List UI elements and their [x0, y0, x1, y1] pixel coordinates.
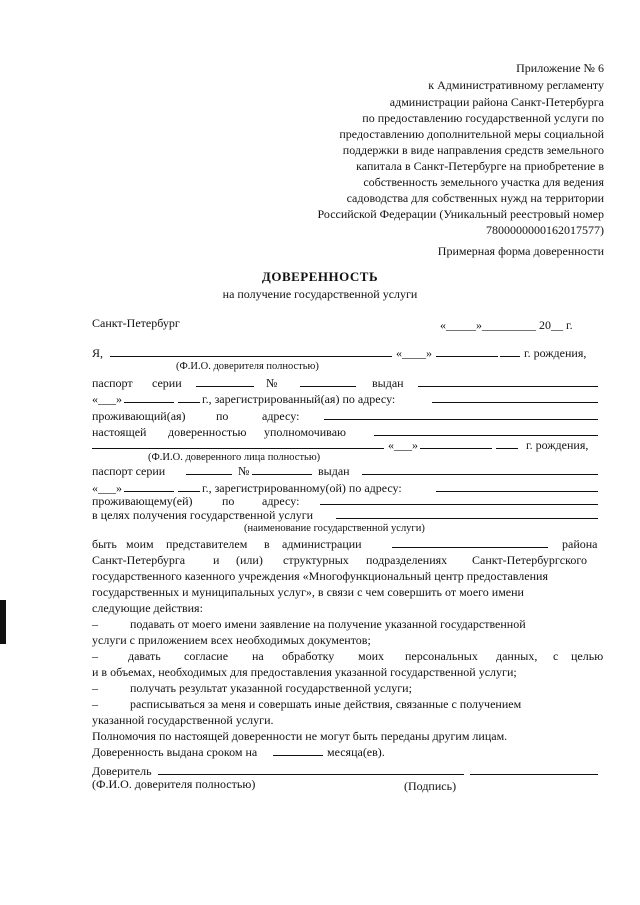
appendix-line: 7800000000162017577) [486, 223, 604, 237]
list-item: и в объемах, необходимых для предоставления указанной государственной услуги; [92, 665, 517, 679]
appendix-line: администрации района Санкт-Петербурга [389, 95, 604, 109]
passport-label: паспорт серии [92, 464, 166, 478]
passport-number-field[interactable] [300, 386, 356, 387]
principal-caption: (Ф.И.О. доверителя полностью) [92, 777, 256, 791]
appendix-line: Приложение № 6 [516, 61, 604, 75]
purpose-label: в целях получения государственной услуги [92, 508, 314, 522]
number-label: № [266, 376, 278, 390]
passport-issued-field[interactable] [418, 386, 598, 387]
para-word: структурных [283, 553, 349, 567]
principal-birth-month-field[interactable] [436, 356, 498, 357]
living-label: проживающему(ей) [92, 494, 193, 508]
rep-word: в [264, 537, 270, 551]
authorize-field[interactable] [374, 435, 598, 436]
trustee-birth-date: «___» [388, 438, 418, 452]
paragraph-line: следующие действия: [92, 601, 203, 615]
issue-month-field[interactable] [124, 402, 174, 403]
service-name-caption: (наименование государственной услуги) [244, 523, 425, 534]
list-word: моих [358, 649, 385, 663]
principal-name-caption: (Ф.И.О. доверителя полностью) [176, 361, 319, 372]
list-item: расписываться за меня и совершать иные действия, связанные с получением [130, 697, 522, 711]
rep-word: моим [126, 537, 154, 551]
trustee-passport-number-field[interactable] [252, 474, 312, 475]
number-label: № [238, 464, 250, 478]
list-dash: – [92, 697, 98, 711]
living-po-label: по [216, 409, 229, 423]
issue-year-field[interactable] [178, 402, 200, 403]
trustee-registration-field[interactable] [436, 491, 598, 492]
issued-label: выдан [318, 464, 350, 478]
birth-label: г. рождения, [526, 438, 589, 452]
principal-registration-field[interactable] [432, 402, 598, 403]
trustee-passport-issued-field[interactable] [362, 474, 598, 475]
signature-caption: (Подпись) [404, 779, 457, 793]
appendix-line: к Административному регламенту [428, 78, 604, 92]
living-po-label: по [222, 494, 235, 508]
authorize-word: настоящей [92, 425, 147, 439]
para-word: подразделениях [366, 553, 448, 567]
rep-word: представителем [166, 537, 248, 551]
term-label: Доверенность выдана сроком на [92, 745, 258, 759]
trustee-birth-month-field[interactable] [420, 448, 492, 449]
para-word: и [213, 553, 220, 567]
issued-label: выдан [372, 376, 404, 390]
issue-date: «___» [92, 392, 122, 406]
appendix-line: собственность земельного участка для ведения [363, 175, 604, 189]
term-months-field[interactable] [273, 755, 323, 756]
living-address-label: адресу: [262, 494, 300, 508]
term-unit: месяца(ев). [327, 745, 385, 759]
list-word: данных, [496, 649, 538, 663]
trustee-name-field[interactable] [92, 448, 384, 449]
principal-label: Доверитель [92, 764, 152, 778]
list-word: с [553, 649, 559, 663]
list-word: согласие [184, 649, 229, 663]
para-word: Санкт-Петербурга [92, 553, 186, 567]
list-item: получать результат указанной государственной услуги; [130, 681, 412, 695]
principal-signature-name-field[interactable] [158, 774, 464, 775]
list-word: целью [571, 649, 604, 663]
form-note: Примерная форма доверенности [437, 244, 604, 258]
signature-field[interactable] [470, 774, 598, 775]
para-word: Санкт-Петербургского [472, 553, 587, 567]
living-address-label: адресу: [262, 409, 300, 423]
principal-birth-year-field[interactable] [500, 356, 520, 357]
appendix-line: Российской Федерации (Уникальный реестровый номер [317, 207, 604, 221]
list-word: давать [128, 649, 161, 663]
service-name-field[interactable] [336, 518, 598, 519]
authorize-word: уполномочиваю [264, 425, 346, 439]
list-word: персональных [405, 649, 478, 663]
trustee-passport-series-field[interactable] [186, 474, 232, 475]
rep-word: быть [92, 537, 117, 551]
list-item: указанной государственной услуги. [92, 713, 274, 727]
rep-word: района [562, 537, 598, 551]
appendix-line: поддержки в виде направления средств земельного [342, 143, 604, 157]
para-word: (или) [236, 553, 263, 567]
ya-label: Я, [92, 346, 104, 360]
principal-residence-field[interactable] [324, 419, 598, 420]
principal-birth-date: «____» [396, 346, 432, 360]
appendix-line: по предоставлению государственной услуги по [362, 111, 604, 125]
list-item: услуги с приложением всех необходимых документов; [92, 633, 371, 647]
appendix-line: капитала в Санкт-Петербурге на приобретение в [356, 159, 604, 173]
birth-label: г. рождения, [524, 346, 587, 360]
list-word: обработку [282, 649, 335, 663]
date-field[interactable]: «_____»_________ 20__ г. [440, 318, 573, 332]
trustee-issue-month-field[interactable] [124, 491, 174, 492]
scan-edge-mark [0, 600, 6, 644]
appendix-line: садоводства для собственных нужд на территории [346, 191, 604, 205]
paragraph-line: государственного казенного учреждения «Многофункциональный центр предоставления [92, 569, 548, 583]
trustee-name-caption: (Ф.И.О. доверенного лица полностью) [148, 452, 321, 463]
principal-name-field[interactable] [110, 356, 392, 357]
list-item: подавать от моего имени заявление на получение указанной государственной [130, 617, 526, 631]
authorize-word: доверенностью [168, 425, 247, 439]
issue-date: «___» [92, 481, 122, 495]
passport-series-field[interactable] [196, 386, 254, 387]
list-dash: – [92, 681, 98, 695]
place-label: Санкт-Петербург [92, 316, 180, 330]
passport-label: паспорт [92, 376, 133, 390]
series-label: серии [152, 376, 182, 390]
list-dash: – [92, 617, 98, 631]
trustee-birth-year-field[interactable] [496, 448, 518, 449]
trustee-issue-year-field[interactable] [178, 491, 200, 492]
appendix-line: предоставлению дополнительной меры социальной [339, 127, 604, 141]
document-title: ДОВЕРЕННОСТЬ [261, 269, 379, 284]
document-subtitle: на получение государственной услуги [222, 287, 418, 301]
list-dash: – [92, 649, 98, 663]
list-word: на [252, 649, 264, 663]
registered-label: г., зарегистрированному(ой) по адресу: [202, 481, 402, 495]
living-label: проживающий(ая) [92, 409, 186, 423]
powers-text: Полномочия по настоящей доверенности не могут быть переданы другим лицам. [92, 729, 508, 743]
district-field[interactable] [392, 547, 548, 548]
registered-label: г., зарегистрированный(ая) по адресу: [202, 392, 396, 406]
rep-word: администрации [282, 537, 362, 551]
paragraph-line: государственных и муниципальных услуг», в связи с чем совершить от моего имени [92, 585, 524, 599]
trustee-residence-field[interactable] [320, 504, 598, 505]
